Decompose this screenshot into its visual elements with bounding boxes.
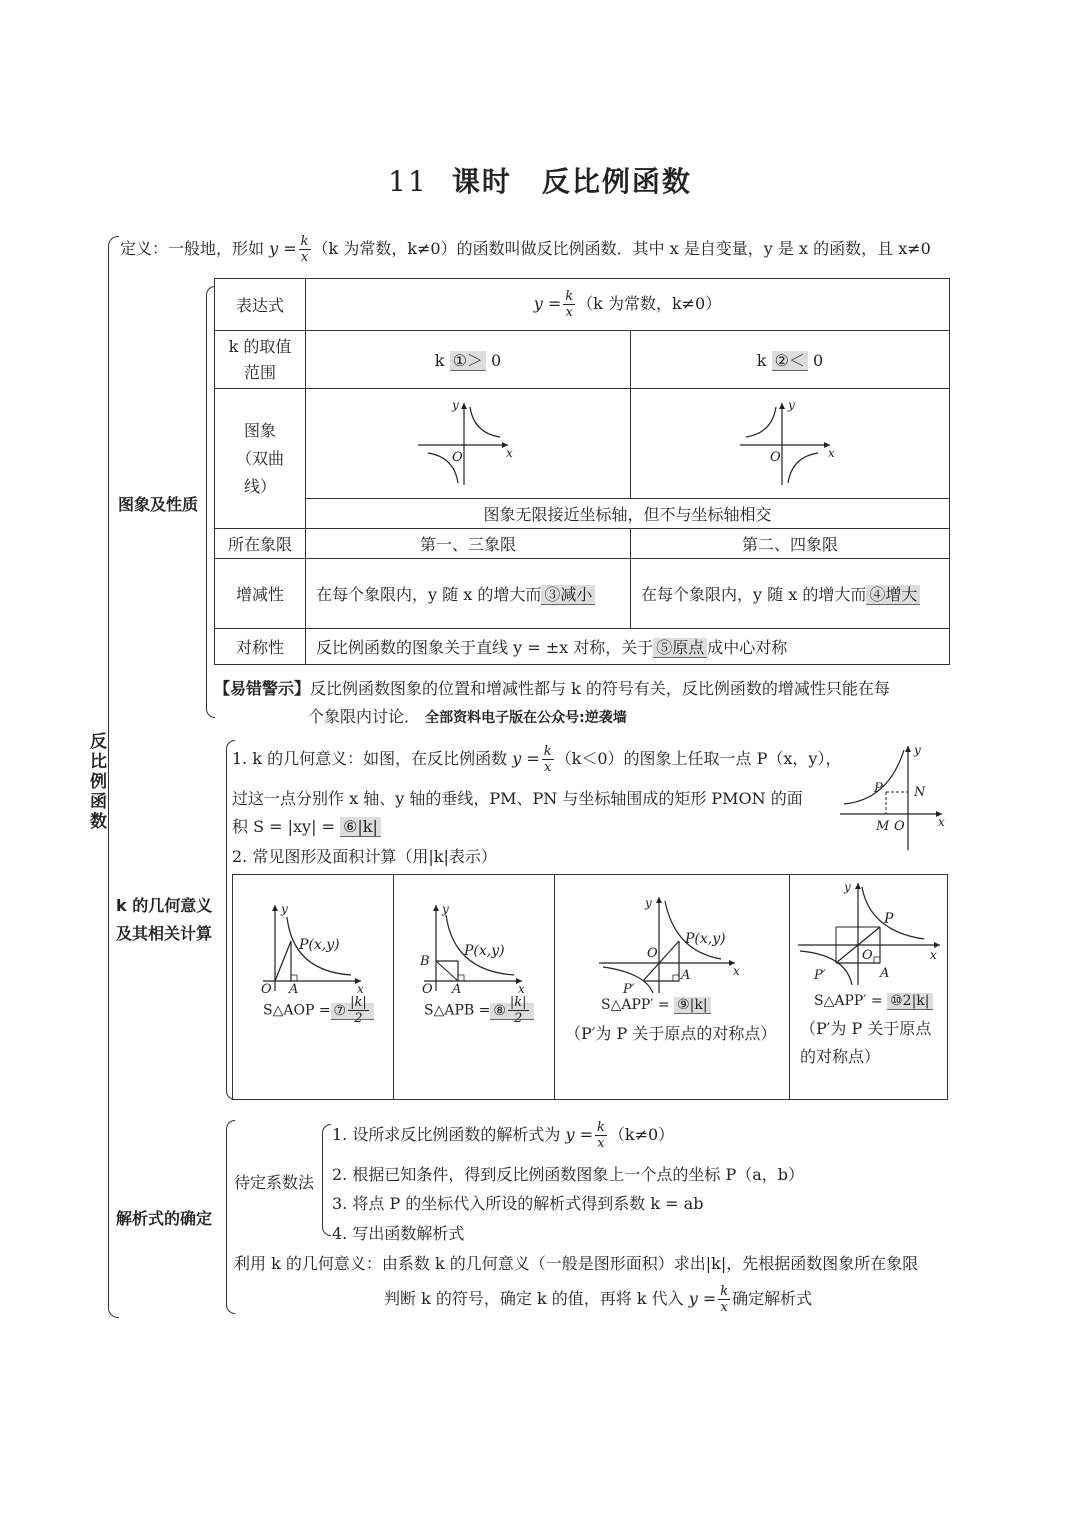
svg-text:y: y — [645, 896, 652, 910]
svg-text:O: O — [647, 946, 658, 961]
area-calc-table — [232, 874, 948, 1100]
hyperbola-k-negative-graph — [730, 397, 850, 487]
svg-text:P(x,y): P(x,y) — [685, 931, 726, 947]
k-meaning-line4: 2. 常见图形及面积计算（用|k|表示） — [232, 847, 497, 866]
svg-text:P: P — [874, 781, 883, 796]
area-note-app2: （P′为 P 关于原点的对称点） — [800, 1019, 932, 1066]
area-formula-apb: S△APB = ⑧ $\frac{|k|}{2}$ — [394, 995, 554, 1026]
k-positive: k ①＞ 0 — [306, 331, 631, 389]
area-note-app1: （P′为 P 关于原点的对称点） — [565, 1024, 777, 1043]
pmon-rectangle-figure — [838, 740, 950, 852]
triangle-aop-figure — [233, 875, 383, 995]
expr-label: 表达式 — [215, 279, 306, 331]
svg-text:y: y — [788, 397, 795, 412]
quad-negative: 第二、四象限 — [631, 529, 950, 559]
mono-negative: 在每个象限内，y 随 x 的增大而 ④增大 — [631, 559, 950, 629]
area-formula-aop: S△AOP = ⑦ $\frac{|k|}{2}$ — [233, 995, 393, 1026]
svg-text:y: y — [452, 397, 459, 412]
svg-text:y: y — [914, 743, 921, 757]
area-cell-aop — [233, 875, 394, 1100]
svg-text:P′: P′ — [814, 968, 826, 983]
section3-label: 解析式的确定 — [116, 1209, 213, 1228]
svg-text:A: A — [880, 966, 890, 981]
svg-text:B: B — [420, 954, 430, 969]
area-formula-app1: S△APP′ = ⑨|k| — [555, 997, 789, 1013]
svg-text:A: A — [289, 982, 299, 995]
sym-cell: 反比例函数的图象关于直线 y = ±x 对称，关于 ⑤原点 成中心对称 — [306, 629, 950, 665]
svg-text:x: x — [938, 815, 945, 829]
svg-text:A: A — [452, 982, 462, 995]
svg-text:O: O — [452, 449, 463, 465]
section3-brace — [226, 1120, 235, 1314]
definition: 定义：一般地，形如 y = $\frac{k}{x}$ （k 为常数，k≠0）的函数叫做反比例函数．其中 x 是自变量，y 是 x 的函数，且 x≠0 — [120, 234, 931, 265]
svg-text:y: y — [844, 880, 851, 894]
k-negative: k ②＜ 0 — [631, 331, 950, 389]
area-formula-app2: S△APP′ = ⑩2|k| — [790, 993, 947, 1009]
warning-line2: 个象限内讨论． 全部资料电子版在公众号:逆袭墙 — [308, 707, 627, 726]
svg-text:x: x — [518, 982, 525, 995]
properties-table — [214, 278, 950, 665]
k-meaning-line3: 积 S = |xy| = ⑥|k| — [232, 814, 381, 837]
mono-positive: 在每个象限内，y 随 x 的增大而 ③减小 — [306, 559, 631, 629]
triangle-apb-figure — [394, 875, 544, 995]
svg-text:x: x — [357, 982, 364, 995]
root-brace — [108, 236, 119, 1318]
svg-text:P(x,y): P(x,y) — [299, 937, 340, 953]
triangle-app-figure-2 — [790, 875, 946, 987]
svg-text:O: O — [261, 982, 272, 995]
k-meaning-line1: 1. k 的几何意义：如图，在反比例函数 y = $\frac{k}{x}$ （k＜0）的图象上任取一点 P（x，y）， — [232, 744, 842, 775]
root-label: 反比例函数 — [86, 732, 106, 832]
graph-note: 图象无限接近坐标轴，但不与坐标轴相交 — [306, 499, 950, 529]
step3: 3. 将点 P 的坐标代入所设的解析式得到系数 k = ab — [332, 1194, 704, 1213]
svg-text:O: O — [770, 449, 781, 465]
svg-text:A: A — [681, 968, 691, 983]
svg-text:N: N — [914, 785, 926, 800]
graph-negative — [631, 389, 950, 499]
step2: 2. 根据已知条件，得到反比例函数图象上一个点的坐标 P（a，b） — [332, 1165, 804, 1184]
hyperbola-k-positive-graph — [408, 397, 528, 487]
svg-text:P(x,y): P(x,y) — [464, 943, 505, 959]
k-meaning-line2: 过这一点分别作 x 轴、y 轴的垂线，PM、PN 与坐标轴围成的矩形 PMON 的面 — [232, 789, 803, 808]
warning: 【易错警示】反比例函数图象的位置和增减性都与 k 的符号有关，反比例函数的增减性只能在每 — [214, 679, 890, 698]
method1-label: 待定系数法 — [234, 1173, 315, 1192]
svg-text:O: O — [862, 948, 873, 963]
svg-text:x: x — [828, 445, 835, 460]
svg-text:x: x — [733, 964, 740, 978]
page-title: 11 课时 反比例函数 — [388, 165, 692, 198]
step1: 1. 设所求反比例函数的解析式为 y = $\frac{k}{x}$ （k≠0） — [332, 1120, 675, 1151]
quad-positive: 第一、三象限 — [306, 529, 631, 559]
area-cell-apb — [394, 875, 555, 1100]
graph-positive — [306, 389, 631, 499]
graph-label: 图象（双曲线） — [215, 389, 306, 529]
svg-text:O: O — [422, 982, 433, 995]
method1-brace — [322, 1124, 331, 1236]
expr-cell: y = $\frac{k}{x}$ （k 为常数，k≠0） — [306, 279, 950, 331]
sym-label: 对称性 — [215, 629, 306, 665]
svg-text:x: x — [930, 948, 937, 962]
method2-line2: 判断 k 的符号，确定 k 的值，再将 k 代入 y = $\frac{k}{x}$ 确定解析式 — [384, 1284, 813, 1315]
svg-text:y: y — [442, 902, 449, 916]
svg-text:M: M — [876, 819, 890, 834]
svg-text:y: y — [281, 902, 288, 916]
method2-line1: 利用 k 的几何意义：由系数 k 的几何意义（一般是图形面积）求出|k|，先根据函数图象所在象限 — [234, 1254, 919, 1273]
quad-label: 所在象限 — [215, 529, 306, 559]
area-cell-app1 — [555, 875, 790, 1100]
svg-text:x: x — [506, 445, 513, 460]
svg-text:P′: P′ — [623, 982, 635, 995]
mono-label: 增减性 — [215, 559, 306, 629]
krange-label: k 的取值范围 — [215, 331, 306, 389]
triangle-app-figure-1 — [555, 875, 775, 995]
area-cell-app2 — [790, 875, 948, 1100]
svg-text:P: P — [884, 911, 894, 927]
svg-text:O: O — [894, 819, 905, 834]
watermark: 全部资料电子版在公众号:逆袭墙 — [425, 710, 627, 726]
step4: 4. 写出函数解析式 — [332, 1224, 465, 1243]
section2-label: k 的几何意义及其相关计算 — [116, 896, 213, 943]
section1-label: 图象及性质 — [118, 495, 199, 514]
